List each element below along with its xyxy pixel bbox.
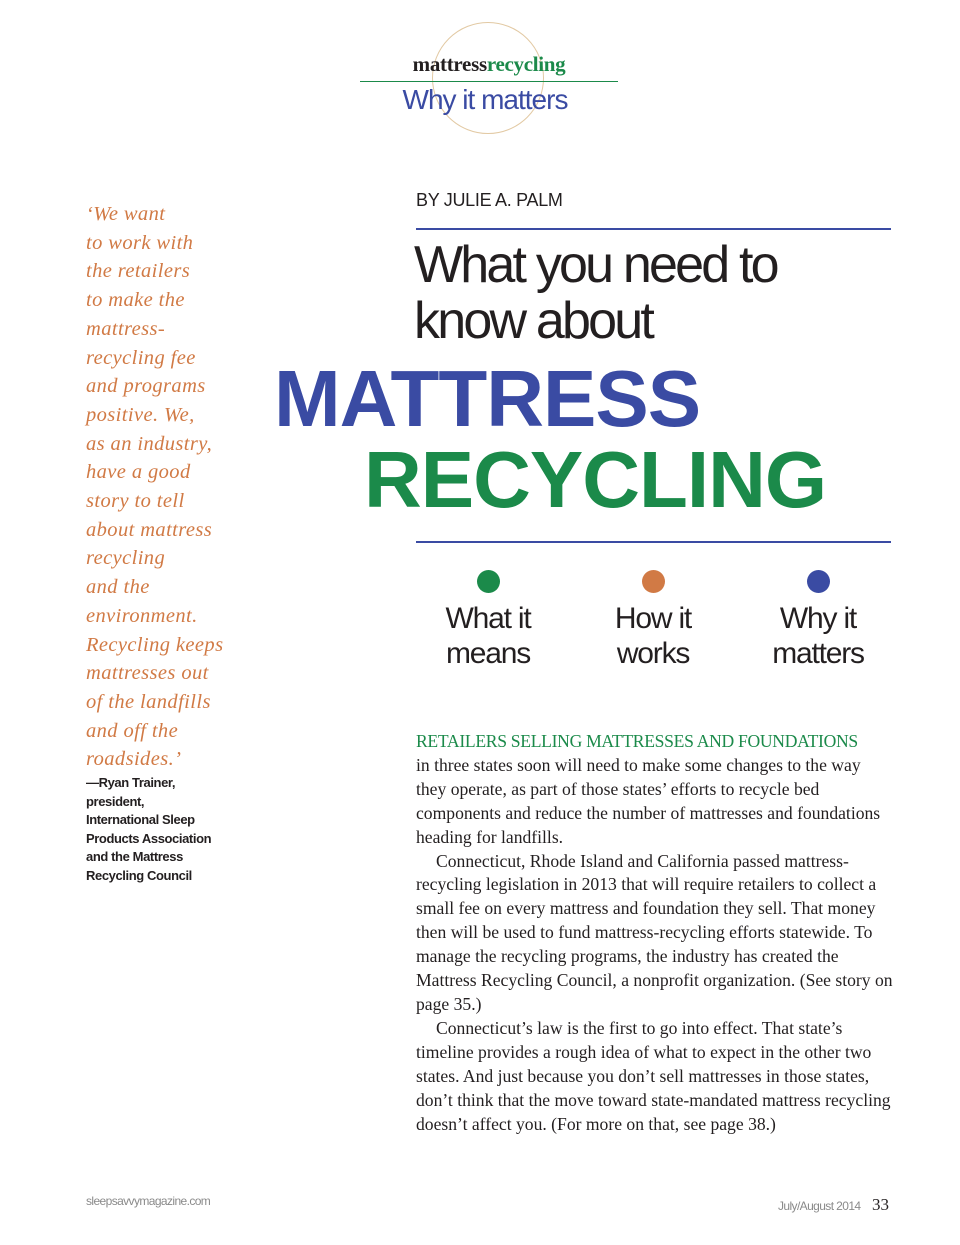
section-title: Why it matters <box>402 84 568 115</box>
lead-in: RETAILERS SELLING MATTRESSES AND FOUNDATIONS <box>416 731 858 751</box>
point-label-line: How it <box>614 602 692 635</box>
kicker-part-mattress: mattress <box>412 52 487 76</box>
attribution-line: International Sleep <box>86 812 195 827</box>
footer-issue-date: July/August 2014 <box>778 1199 861 1213</box>
masthead-circle-ornament <box>432 22 544 134</box>
pull-quote-attribution <box>86 774 236 885</box>
pull-quote-line: environment. <box>86 604 198 627</box>
body-paragraph-3: Connecticut’s law is the first to go into effect. That state’s timeline provides a rough idea of what to expect in the other two states. And just because you don’t sell mattresses in those states, don’t think that the move toward state-mandated mattress recycling doesn’t affect you. (For more on that, see page 38.) <box>416 1017 891 1134</box>
pull-quote-line: and programs <box>86 375 206 398</box>
attribution-line: and the Mattress <box>86 849 183 864</box>
pull-quote-line: of the landfills <box>86 690 211 713</box>
headline-line-2: know about <box>414 292 652 350</box>
pull-quote-line: mattress- <box>86 317 166 340</box>
attribution-line: —Ryan Trainer, <box>86 775 176 790</box>
point-label <box>593 601 713 671</box>
pull-quote-line: recycling <box>86 547 166 570</box>
pull-quote-line: positive. We, <box>86 403 195 426</box>
headline-bottom-rule <box>416 541 891 543</box>
pull-quote-line: ‘We want <box>86 203 166 225</box>
pull-quote-line: mattresses out <box>86 662 209 685</box>
headline-word-mattress: MATTRESS <box>274 354 701 443</box>
pull-quote-line: and the <box>86 576 150 599</box>
headline-top-rule <box>416 228 891 230</box>
footer-website: sleepsavvymagazine.com <box>86 1194 211 1208</box>
pull-quote-line: to make the <box>86 289 185 312</box>
body-paragraph-2: Connecticut, Rhode Island and California passed mattress-recycling legislation in 2013 that will require retailers to collect a small fee on every mattress and foundation they sell. That money then will be used to fund mattress-recycling efforts statewide. To manage the recycling programs, the industry has created the Mattress Recycling Council, a nonprofit organization. (See story on page 35.) <box>416 850 893 1014</box>
pull-quote-line: recycling fee <box>86 346 196 369</box>
orange-dot-icon <box>642 570 665 593</box>
blue-dot-icon <box>807 570 830 593</box>
headline-word-recycling: RECYCLING <box>364 435 827 524</box>
point-label-line: Why it <box>779 602 857 635</box>
pull-quote-line: the retailers <box>86 260 191 283</box>
byline: BY JULIE A. PALM <box>416 190 563 210</box>
paragraph-1-text: in three states soon will need to make some changes to the way they operate, as part of those states’ efforts to recycle bed components and reduce the number of mattresses and foundations heading for landfills. <box>416 754 881 847</box>
point-how-it-works <box>583 570 723 671</box>
page-number: 33 <box>872 1195 889 1214</box>
pull-quote-line: roadsides.’ <box>86 748 182 771</box>
green-dot-icon <box>477 570 500 593</box>
pull-quote-line: Recycling keeps <box>86 633 224 656</box>
attribution-line: Recycling Council <box>86 867 192 883</box>
point-label <box>758 601 878 671</box>
point-label-line: means <box>445 637 531 670</box>
pull-quote-line: story to tell <box>86 490 185 513</box>
article-body <box>416 730 894 1136</box>
kicker-part-recycling: recycling <box>486 52 566 76</box>
pull-quote-line: and off the <box>86 719 179 742</box>
pull-quote-line: to work with <box>86 231 194 254</box>
point-label-line: works <box>616 637 690 670</box>
attribution-line: president, <box>86 793 145 809</box>
masthead-divider <box>360 81 618 82</box>
point-label-line: matters <box>772 637 864 670</box>
point-why-it-matters <box>748 570 888 671</box>
point-what-it-means <box>418 570 558 671</box>
point-label <box>428 601 548 671</box>
pull-quote-line: as an industry, <box>86 432 213 455</box>
point-label-line: What it <box>445 602 531 635</box>
body-paragraph-1 <box>416 730 894 850</box>
pull-quote-line: about mattress <box>86 518 213 541</box>
section-kicker <box>360 52 618 77</box>
headline-intro <box>414 237 884 349</box>
pull-quote-line: have a good <box>86 461 191 484</box>
headline-line-1: What you need to <box>414 236 777 294</box>
pull-quote <box>86 200 246 774</box>
attribution-line: Products Association <box>86 830 212 846</box>
